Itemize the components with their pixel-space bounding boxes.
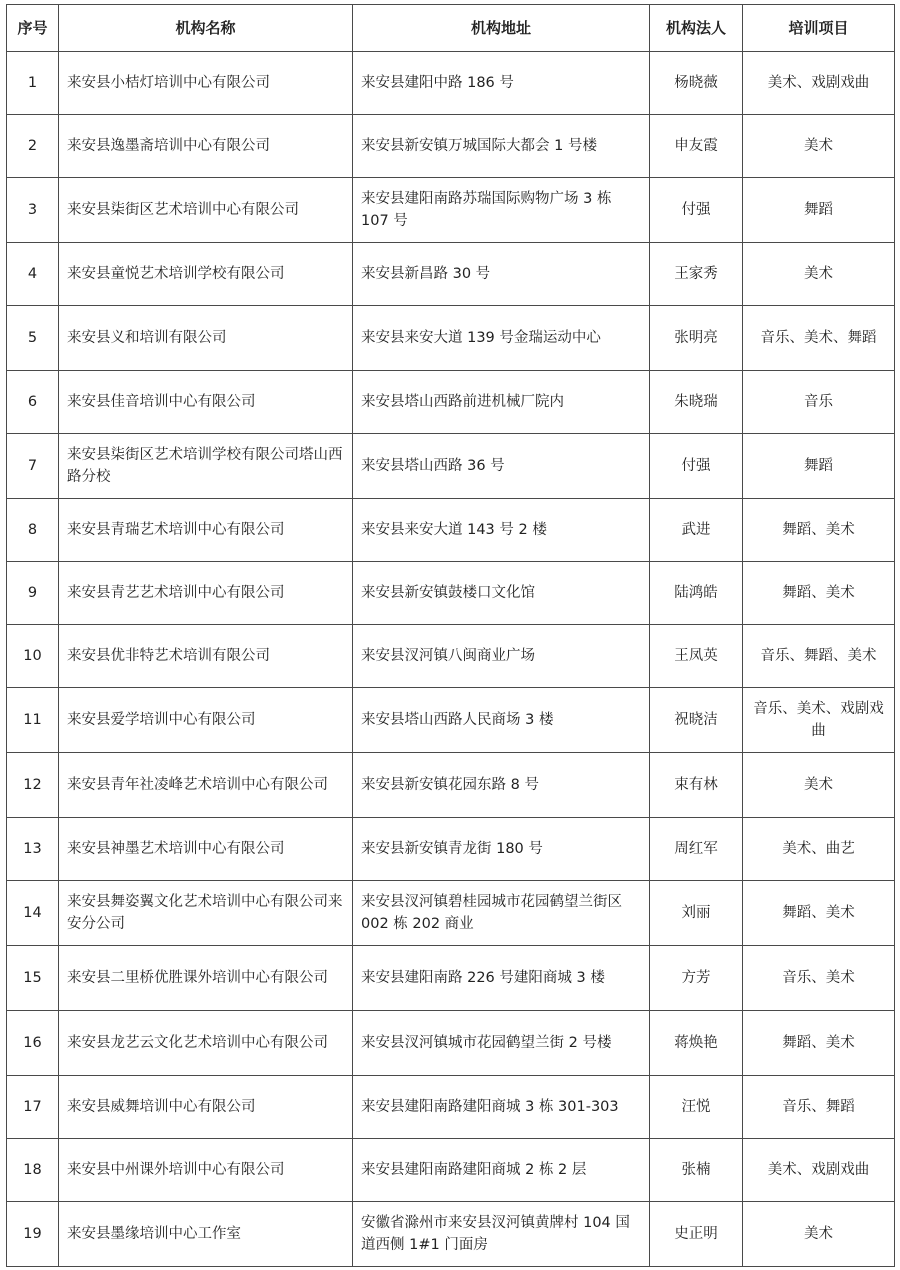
row-number: 16 [7,1011,59,1076]
legal-representative: 史正明 [650,1202,743,1267]
legal-representative: 张明亮 [650,306,743,371]
legal-representative: 张楠 [650,1139,743,1202]
training-project: 音乐 [743,371,895,434]
legal-representative: 申友霞 [650,115,743,178]
row-number: 18 [7,1139,59,1202]
institution-name: 来安县小桔灯培训中心有限公司 [59,52,353,115]
institution-address: 来安县塔山西路 36 号 [353,434,650,499]
table-row [7,434,895,499]
table-row [7,946,895,1011]
row-number: 5 [7,306,59,371]
institution-name: 来安县优非特艺术培训有限公司 [59,625,353,688]
institution-name: 来安县青瑞艺术培训中心有限公司 [59,499,353,562]
table-row [7,178,895,243]
institution-name: 来安县逸墨斋培训中心有限公司 [59,115,353,178]
training-project: 音乐、美术、舞蹈 [743,306,895,371]
row-number: 1 [7,52,59,115]
institution-address: 来安县塔山西路人民商场 3 楼 [353,688,650,753]
legal-representative: 王凤英 [650,625,743,688]
table-row [7,753,895,818]
table-row [7,1076,895,1139]
institution-name: 来安县青艺艺术培训中心有限公司 [59,562,353,625]
institution-name: 来安县舞姿翼文化艺术培训中心有限公司来安分公司 [59,881,353,946]
training-project: 音乐、舞蹈 [743,1076,895,1139]
institution-address: 来安县新安镇青龙街 180 号 [353,818,650,881]
legal-representative: 汪悦 [650,1076,743,1139]
table-row [7,115,895,178]
header-representative: 机构法人 [650,5,743,52]
table-row [7,371,895,434]
legal-representative: 付强 [650,434,743,499]
institution-address: 来安县来安大道 143 号 2 楼 [353,499,650,562]
legal-representative: 刘丽 [650,881,743,946]
header-project: 培训项目 [743,5,895,52]
training-project: 美术 [743,1202,895,1267]
training-project: 美术 [743,753,895,818]
table-header-row [7,5,895,52]
training-project: 舞蹈、美术 [743,562,895,625]
training-project: 舞蹈 [743,178,895,243]
training-project: 舞蹈、美术 [743,499,895,562]
row-number: 7 [7,434,59,499]
institution-address: 来安县建阳中路 186 号 [353,52,650,115]
table-row [7,1011,895,1076]
table-row [7,688,895,753]
table-row [7,818,895,881]
table-row [7,625,895,688]
institution-name: 来安县佳音培训中心有限公司 [59,371,353,434]
institution-name: 来安县墨缘培训中心工作室 [59,1202,353,1267]
legal-representative: 付强 [650,178,743,243]
table-row [7,52,895,115]
training-project: 舞蹈 [743,434,895,499]
row-number: 4 [7,243,59,306]
row-number: 11 [7,688,59,753]
training-project: 美术、曲艺 [743,818,895,881]
institution-address: 来安县建阳南路 226 号建阳商城 3 楼 [353,946,650,1011]
institution-name: 来安县柒街区艺术培训学校有限公司塔山西路分校 [59,434,353,499]
institution-name: 来安县神墨艺术培训中心有限公司 [59,818,353,881]
row-number: 2 [7,115,59,178]
table-row [7,881,895,946]
row-number: 9 [7,562,59,625]
legal-representative: 陆鸿皓 [650,562,743,625]
training-project: 舞蹈、美术 [743,881,895,946]
header-name: 机构名称 [59,5,353,52]
row-number: 8 [7,499,59,562]
institution-name: 来安县中州课外培训中心有限公司 [59,1139,353,1202]
training-project: 美术 [743,243,895,306]
table-row [7,306,895,371]
legal-representative: 朱晓瑞 [650,371,743,434]
row-number: 6 [7,371,59,434]
training-project: 美术、戏剧戏曲 [743,52,895,115]
header-address: 机构地址 [353,5,650,52]
legal-representative: 束有林 [650,753,743,818]
header-no: 序号 [7,5,59,52]
legal-representative: 周红军 [650,818,743,881]
training-project: 音乐、舞蹈、美术 [743,625,895,688]
institution-name: 来安县青年社凌峰艺术培训中心有限公司 [59,753,353,818]
institution-name: 来安县柒街区艺术培训中心有限公司 [59,178,353,243]
row-number: 14 [7,881,59,946]
row-number: 3 [7,178,59,243]
row-number: 19 [7,1202,59,1267]
institution-address: 来安县塔山西路前进机械厂院内 [353,371,650,434]
legal-representative: 王家秀 [650,243,743,306]
training-project: 美术 [743,115,895,178]
institution-address: 来安县汊河镇城市花园鹤望兰街 2 号楼 [353,1011,650,1076]
training-project: 音乐、美术 [743,946,895,1011]
training-project: 音乐、美术、戏剧戏曲 [743,688,895,753]
legal-representative: 方芳 [650,946,743,1011]
institution-address: 来安县汊河镇八闽商业广场 [353,625,650,688]
institution-address: 来安县新昌路 30 号 [353,243,650,306]
institution-table [6,4,895,1267]
training-project: 美术、戏剧戏曲 [743,1139,895,1202]
row-number: 12 [7,753,59,818]
institution-address: 来安县建阳南路苏瑞国际购物广场 3 栋 107 号 [353,178,650,243]
legal-representative: 祝晓洁 [650,688,743,753]
legal-representative: 杨晓薇 [650,52,743,115]
table-row [7,243,895,306]
row-number: 15 [7,946,59,1011]
institution-address: 安徽省滁州市来安县汊河镇黄牌村 104 国道西侧 1#1 门面房 [353,1202,650,1267]
institution-address: 来安县来安大道 139 号金瑞运动中心 [353,306,650,371]
institution-name: 来安县龙艺云文化艺术培训中心有限公司 [59,1011,353,1076]
legal-representative: 武进 [650,499,743,562]
institution-name: 来安县威舞培训中心有限公司 [59,1076,353,1139]
institution-address: 来安县新安镇鼓楼口文化馆 [353,562,650,625]
institution-address: 来安县建阳南路建阳商城 2 栋 2 层 [353,1139,650,1202]
institution-address: 来安县新安镇花园东路 8 号 [353,753,650,818]
institution-address: 来安县建阳南路建阳商城 3 栋 301-303 [353,1076,650,1139]
institution-name: 来安县二里桥优胜课外培训中心有限公司 [59,946,353,1011]
table-row [7,1202,895,1267]
table-row [7,562,895,625]
institution-name: 来安县童悦艺术培训学校有限公司 [59,243,353,306]
institution-address: 来安县新安镇万城国际大都会 1 号楼 [353,115,650,178]
row-number: 13 [7,818,59,881]
institution-address: 来安县汊河镇碧桂园城市花园鹤望兰街区 002 栋 202 商业 [353,881,650,946]
legal-representative: 蒋焕艳 [650,1011,743,1076]
row-number: 10 [7,625,59,688]
table-row [7,1139,895,1202]
row-number: 17 [7,1076,59,1139]
table-row [7,499,895,562]
institution-name: 来安县爱学培训中心有限公司 [59,688,353,753]
training-project: 舞蹈、美术 [743,1011,895,1076]
institution-name: 来安县义和培训有限公司 [59,306,353,371]
